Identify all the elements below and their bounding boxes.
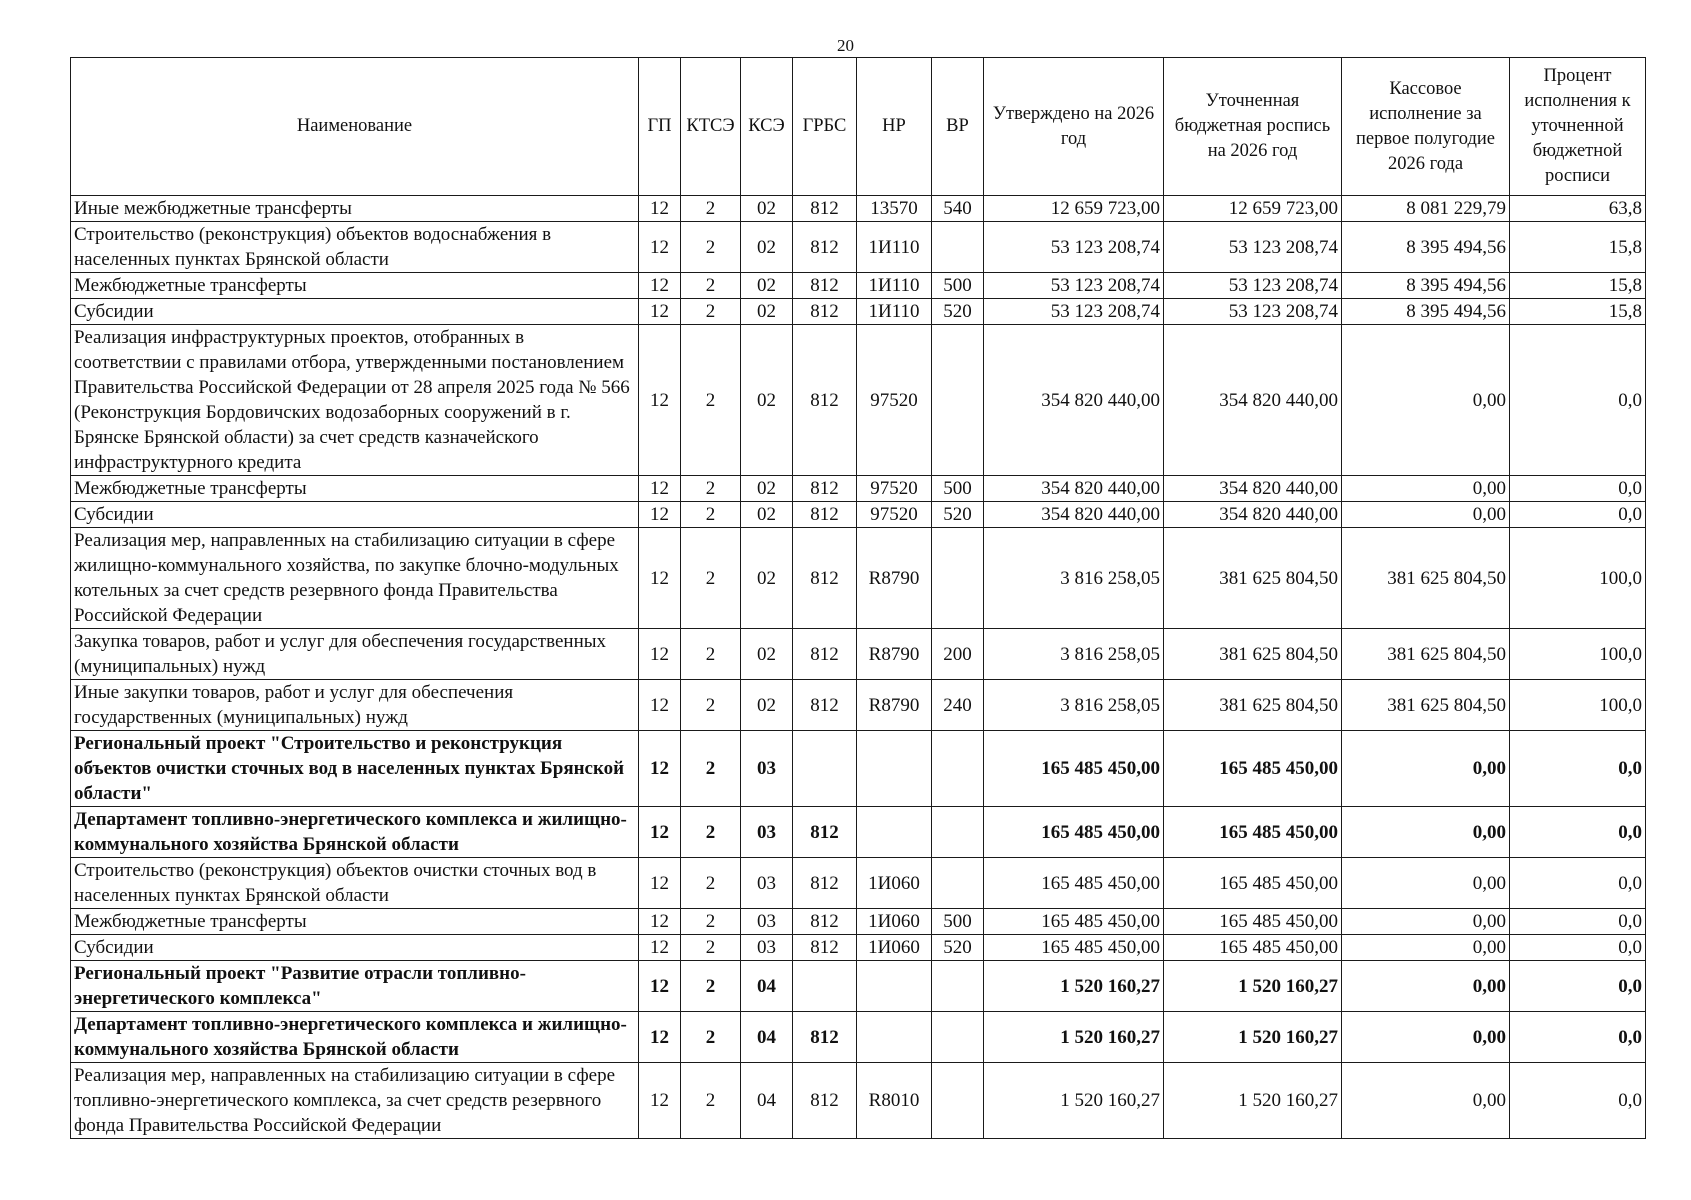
cell-name: Реализация мер, направленных на стабилизацию ситуации в сфере жилищно-коммунального хозяйства, по закупке блочно-модульных котельных за счет средств резервного фонда Правительства Российской Федерации xyxy=(71,528,639,629)
cell-kse: 02 xyxy=(741,476,793,502)
table-row xyxy=(71,731,1646,807)
cell-nr: 1И060 xyxy=(857,935,932,961)
cell-name: Региональный проект "Развитие отрасли топливно-энергетического комплекса" xyxy=(71,961,639,1012)
cell-refined: 354 820 440,00 xyxy=(1164,325,1342,476)
cell-kse: 02 xyxy=(741,528,793,629)
cell-gp: 12 xyxy=(639,325,681,476)
cell-ktse: 2 xyxy=(681,196,741,222)
table-row xyxy=(71,476,1646,502)
cell-approved: 53 123 208,74 xyxy=(984,299,1164,325)
cell-nr xyxy=(857,961,932,1012)
cell-approved: 165 485 450,00 xyxy=(984,731,1164,807)
cell-vr: 500 xyxy=(932,476,984,502)
cell-kse: 02 xyxy=(741,196,793,222)
cell-gp: 12 xyxy=(639,299,681,325)
cell-nr: 1И110 xyxy=(857,273,932,299)
cell-vr: 240 xyxy=(932,680,984,731)
cell-approved: 354 820 440,00 xyxy=(984,476,1164,502)
cell-nr: 1И110 xyxy=(857,299,932,325)
cell-refined: 53 123 208,74 xyxy=(1164,299,1342,325)
cell-kse: 02 xyxy=(741,502,793,528)
cell-name: Межбюджетные трансферты xyxy=(71,273,639,299)
cell-name: Межбюджетные трансферты xyxy=(71,909,639,935)
table-row xyxy=(71,858,1646,909)
cell-vr: 520 xyxy=(932,502,984,528)
cell-vr: 500 xyxy=(932,909,984,935)
cell-gp: 12 xyxy=(639,858,681,909)
cell-executed: 0,00 xyxy=(1342,807,1510,858)
cell-approved: 165 485 450,00 xyxy=(984,935,1164,961)
col-header-ktse: КТСЭ xyxy=(681,58,741,196)
cell-percent: 0,0 xyxy=(1510,807,1646,858)
table-row xyxy=(71,1012,1646,1063)
cell-approved: 1 520 160,27 xyxy=(984,1063,1164,1139)
cell-refined: 381 625 804,50 xyxy=(1164,680,1342,731)
cell-kse: 03 xyxy=(741,909,793,935)
cell-nr: 97520 xyxy=(857,325,932,476)
cell-name: Субсидии xyxy=(71,299,639,325)
cell-approved: 3 816 258,05 xyxy=(984,629,1164,680)
cell-gp: 12 xyxy=(639,909,681,935)
cell-ktse: 2 xyxy=(681,1063,741,1139)
cell-executed: 0,00 xyxy=(1342,909,1510,935)
cell-vr: 520 xyxy=(932,935,984,961)
cell-vr: 520 xyxy=(932,299,984,325)
cell-vr: 200 xyxy=(932,629,984,680)
cell-percent: 15,8 xyxy=(1510,299,1646,325)
cell-name: Департамент топливно-энергетического комплекса и жилищно-коммунального хозяйства Брянской области xyxy=(71,807,639,858)
cell-gp: 12 xyxy=(639,476,681,502)
table-row xyxy=(71,299,1646,325)
cell-vr xyxy=(932,528,984,629)
table-row xyxy=(71,502,1646,528)
cell-approved: 12 659 723,00 xyxy=(984,196,1164,222)
cell-gp: 12 xyxy=(639,629,681,680)
cell-kse: 03 xyxy=(741,935,793,961)
cell-gp: 12 xyxy=(639,222,681,273)
cell-nr: R8790 xyxy=(857,629,932,680)
cell-nr: 97520 xyxy=(857,502,932,528)
cell-approved: 354 820 440,00 xyxy=(984,325,1164,476)
cell-executed: 0,00 xyxy=(1342,731,1510,807)
cell-refined: 12 659 723,00 xyxy=(1164,196,1342,222)
cell-grbs: 812 xyxy=(793,222,857,273)
col-header-vr: ВР xyxy=(932,58,984,196)
cell-gp: 12 xyxy=(639,807,681,858)
table-row xyxy=(71,680,1646,731)
cell-name: Строительство (реконструкция) объектов очистки сточных вод в населенных пунктах Брянской области xyxy=(71,858,639,909)
cell-approved: 53 123 208,74 xyxy=(984,273,1164,299)
cell-kse: 02 xyxy=(741,222,793,273)
cell-approved: 165 485 450,00 xyxy=(984,858,1164,909)
cell-ktse: 2 xyxy=(681,476,741,502)
cell-gp: 12 xyxy=(639,680,681,731)
table-row xyxy=(71,273,1646,299)
cell-name: Реализация мер, направленных на стабилизацию ситуации в сфере топливно-энергетического комплекса, за счет средств резервного фонда Правительства Российской Федерации xyxy=(71,1063,639,1139)
table-row xyxy=(71,1063,1646,1139)
cell-refined: 1 520 160,27 xyxy=(1164,1063,1342,1139)
cell-approved: 3 816 258,05 xyxy=(984,680,1164,731)
cell-refined: 165 485 450,00 xyxy=(1164,731,1342,807)
cell-percent: 100,0 xyxy=(1510,680,1646,731)
col-header-refined: Уточненная бюджетная роспись на 2026 год xyxy=(1164,58,1342,196)
cell-name: Строительство (реконструкция) объектов водоснабжения в населенных пунктах Брянской области xyxy=(71,222,639,273)
cell-executed: 8 081 229,79 xyxy=(1342,196,1510,222)
cell-kse: 03 xyxy=(741,858,793,909)
cell-vr xyxy=(932,222,984,273)
cell-ktse: 2 xyxy=(681,909,741,935)
col-header-approved: Утверждено на 2026 год xyxy=(984,58,1164,196)
cell-name: Межбюджетные трансферты xyxy=(71,476,639,502)
cell-kse: 02 xyxy=(741,273,793,299)
cell-executed: 0,00 xyxy=(1342,1063,1510,1139)
cell-ktse: 2 xyxy=(681,935,741,961)
cell-gp: 12 xyxy=(639,935,681,961)
col-header-name: Наименование xyxy=(71,58,639,196)
cell-nr: 1И060 xyxy=(857,858,932,909)
cell-percent: 0,0 xyxy=(1510,731,1646,807)
cell-name: Субсидии xyxy=(71,935,639,961)
cell-executed: 0,00 xyxy=(1342,476,1510,502)
cell-grbs: 812 xyxy=(793,502,857,528)
cell-approved: 165 485 450,00 xyxy=(984,807,1164,858)
cell-refined: 354 820 440,00 xyxy=(1164,502,1342,528)
cell-grbs: 812 xyxy=(793,1012,857,1063)
col-header-nr: НР xyxy=(857,58,932,196)
cell-executed: 8 395 494,56 xyxy=(1342,273,1510,299)
cell-vr xyxy=(932,1063,984,1139)
cell-grbs: 812 xyxy=(793,909,857,935)
cell-gp: 12 xyxy=(639,961,681,1012)
cell-grbs: 812 xyxy=(793,629,857,680)
cell-executed: 0,00 xyxy=(1342,502,1510,528)
cell-kse: 03 xyxy=(741,807,793,858)
cell-refined: 354 820 440,00 xyxy=(1164,476,1342,502)
cell-grbs: 812 xyxy=(793,1063,857,1139)
cell-grbs xyxy=(793,731,857,807)
cell-vr: 500 xyxy=(932,273,984,299)
cell-ktse: 2 xyxy=(681,325,741,476)
cell-refined: 53 123 208,74 xyxy=(1164,273,1342,299)
cell-percent: 0,0 xyxy=(1510,476,1646,502)
cell-gp: 12 xyxy=(639,502,681,528)
cell-gp: 12 xyxy=(639,196,681,222)
cell-refined: 165 485 450,00 xyxy=(1164,909,1342,935)
cell-gp: 12 xyxy=(639,1012,681,1063)
table-row xyxy=(71,222,1646,273)
cell-gp: 12 xyxy=(639,528,681,629)
cell-vr xyxy=(932,1012,984,1063)
table-body xyxy=(71,196,1646,1139)
cell-nr xyxy=(857,731,932,807)
cell-refined: 1 520 160,27 xyxy=(1164,961,1342,1012)
cell-name: Департамент топливно-энергетического комплекса и жилищно-коммунального хозяйства Брянской области xyxy=(71,1012,639,1063)
cell-ktse: 2 xyxy=(681,502,741,528)
cell-refined: 53 123 208,74 xyxy=(1164,222,1342,273)
cell-percent: 100,0 xyxy=(1510,528,1646,629)
col-header-percent: Процент исполнения к уточненной бюджетной росписи xyxy=(1510,58,1646,196)
page-number: 20 xyxy=(837,36,854,55)
cell-percent: 100,0 xyxy=(1510,629,1646,680)
cell-kse: 04 xyxy=(741,1012,793,1063)
cell-grbs xyxy=(793,961,857,1012)
cell-executed: 0,00 xyxy=(1342,325,1510,476)
cell-percent: 15,8 xyxy=(1510,273,1646,299)
cell-ktse: 2 xyxy=(681,629,741,680)
cell-kse: 02 xyxy=(741,629,793,680)
cell-ktse: 2 xyxy=(681,961,741,1012)
cell-grbs: 812 xyxy=(793,325,857,476)
cell-nr: 1И110 xyxy=(857,222,932,273)
cell-percent: 15,8 xyxy=(1510,222,1646,273)
cell-percent: 0,0 xyxy=(1510,1063,1646,1139)
cell-ktse: 2 xyxy=(681,731,741,807)
cell-kse: 02 xyxy=(741,325,793,476)
cell-name: Иные межбюджетные трансферты xyxy=(71,196,639,222)
budget-execution-table xyxy=(70,57,1646,1139)
col-header-gp: ГП xyxy=(639,58,681,196)
col-header-kse: КСЭ xyxy=(741,58,793,196)
cell-executed: 0,00 xyxy=(1342,961,1510,1012)
cell-ktse: 2 xyxy=(681,680,741,731)
cell-approved: 3 816 258,05 xyxy=(984,528,1164,629)
cell-vr xyxy=(932,807,984,858)
cell-nr: 97520 xyxy=(857,476,932,502)
cell-executed: 8 395 494,56 xyxy=(1342,299,1510,325)
cell-gp: 12 xyxy=(639,731,681,807)
cell-grbs: 812 xyxy=(793,807,857,858)
cell-ktse: 2 xyxy=(681,1012,741,1063)
cell-name: Региональный проект "Строительство и реконструкция объектов очистки сточных вод в населенных пунктах Брянской области" xyxy=(71,731,639,807)
cell-ktse: 2 xyxy=(681,222,741,273)
cell-executed: 381 625 804,50 xyxy=(1342,680,1510,731)
cell-percent: 0,0 xyxy=(1510,858,1646,909)
cell-refined: 381 625 804,50 xyxy=(1164,528,1342,629)
cell-refined: 165 485 450,00 xyxy=(1164,858,1342,909)
cell-nr: R8790 xyxy=(857,680,932,731)
cell-percent: 0,0 xyxy=(1510,935,1646,961)
table-row xyxy=(71,196,1646,222)
table-row xyxy=(71,528,1646,629)
table-row xyxy=(71,909,1646,935)
cell-kse: 02 xyxy=(741,680,793,731)
cell-ktse: 2 xyxy=(681,528,741,629)
cell-approved: 165 485 450,00 xyxy=(984,909,1164,935)
col-header-executed: Кассовое исполнение за первое полугодие 2026 года xyxy=(1342,58,1510,196)
cell-percent: 0,0 xyxy=(1510,961,1646,1012)
cell-nr xyxy=(857,807,932,858)
cell-vr xyxy=(932,731,984,807)
cell-refined: 165 485 450,00 xyxy=(1164,935,1342,961)
cell-gp: 12 xyxy=(639,1063,681,1139)
cell-grbs: 812 xyxy=(793,858,857,909)
col-header-grbs: ГРБС xyxy=(793,58,857,196)
cell-nr: 1И060 xyxy=(857,909,932,935)
cell-ktse: 2 xyxy=(681,273,741,299)
cell-vr xyxy=(932,961,984,1012)
cell-executed: 8 395 494,56 xyxy=(1342,222,1510,273)
cell-percent: 0,0 xyxy=(1510,325,1646,476)
cell-vr: 540 xyxy=(932,196,984,222)
cell-executed: 0,00 xyxy=(1342,1012,1510,1063)
cell-name: Закупка товаров, работ и услуг для обеспечения государственных (муниципальных) нужд xyxy=(71,629,639,680)
cell-grbs: 812 xyxy=(793,273,857,299)
cell-grbs: 812 xyxy=(793,680,857,731)
cell-kse: 02 xyxy=(741,299,793,325)
cell-approved: 1 520 160,27 xyxy=(984,1012,1164,1063)
cell-refined: 1 520 160,27 xyxy=(1164,1012,1342,1063)
cell-approved: 53 123 208,74 xyxy=(984,222,1164,273)
cell-refined: 165 485 450,00 xyxy=(1164,807,1342,858)
cell-grbs: 812 xyxy=(793,528,857,629)
cell-executed: 381 625 804,50 xyxy=(1342,629,1510,680)
cell-percent: 0,0 xyxy=(1510,502,1646,528)
cell-approved: 354 820 440,00 xyxy=(984,502,1164,528)
cell-executed: 0,00 xyxy=(1342,858,1510,909)
cell-name: Реализация инфраструктурных проектов, отобранных в соответствии с правилами отбора, утвержденными постановлением Правительства Российской Федерации от 28 апреля 2025 года № 566 (Реконструкция Бордовичских водозаборных сооружений в г. Брянске Брянской области) за счет средств казначейского инфраструктурного кредита xyxy=(71,325,639,476)
cell-grbs: 812 xyxy=(793,299,857,325)
cell-nr: R8790 xyxy=(857,528,932,629)
cell-nr xyxy=(857,1012,932,1063)
cell-grbs: 812 xyxy=(793,476,857,502)
table-row xyxy=(71,629,1646,680)
table-row xyxy=(71,961,1646,1012)
cell-name: Иные закупки товаров, работ и услуг для обеспечения государственных (муниципальных) нужд xyxy=(71,680,639,731)
cell-kse: 04 xyxy=(741,961,793,1012)
cell-nr: R8010 xyxy=(857,1063,932,1139)
table-row xyxy=(71,325,1646,476)
cell-percent: 0,0 xyxy=(1510,909,1646,935)
cell-ktse: 2 xyxy=(681,299,741,325)
cell-nr: 13570 xyxy=(857,196,932,222)
table-row xyxy=(71,807,1646,858)
cell-grbs: 812 xyxy=(793,196,857,222)
cell-grbs: 812 xyxy=(793,935,857,961)
cell-ktse: 2 xyxy=(681,858,741,909)
cell-name: Субсидии xyxy=(71,502,639,528)
cell-vr xyxy=(932,325,984,476)
cell-executed: 381 625 804,50 xyxy=(1342,528,1510,629)
cell-vr xyxy=(932,858,984,909)
cell-kse: 04 xyxy=(741,1063,793,1139)
cell-percent: 63,8 xyxy=(1510,196,1646,222)
cell-ktse: 2 xyxy=(681,807,741,858)
cell-gp: 12 xyxy=(639,273,681,299)
cell-refined: 381 625 804,50 xyxy=(1164,629,1342,680)
cell-kse: 03 xyxy=(741,731,793,807)
cell-approved: 1 520 160,27 xyxy=(984,961,1164,1012)
cell-executed: 0,00 xyxy=(1342,935,1510,961)
cell-percent: 0,0 xyxy=(1510,1012,1646,1063)
table-row xyxy=(71,935,1646,961)
table-header-row xyxy=(71,58,1646,196)
